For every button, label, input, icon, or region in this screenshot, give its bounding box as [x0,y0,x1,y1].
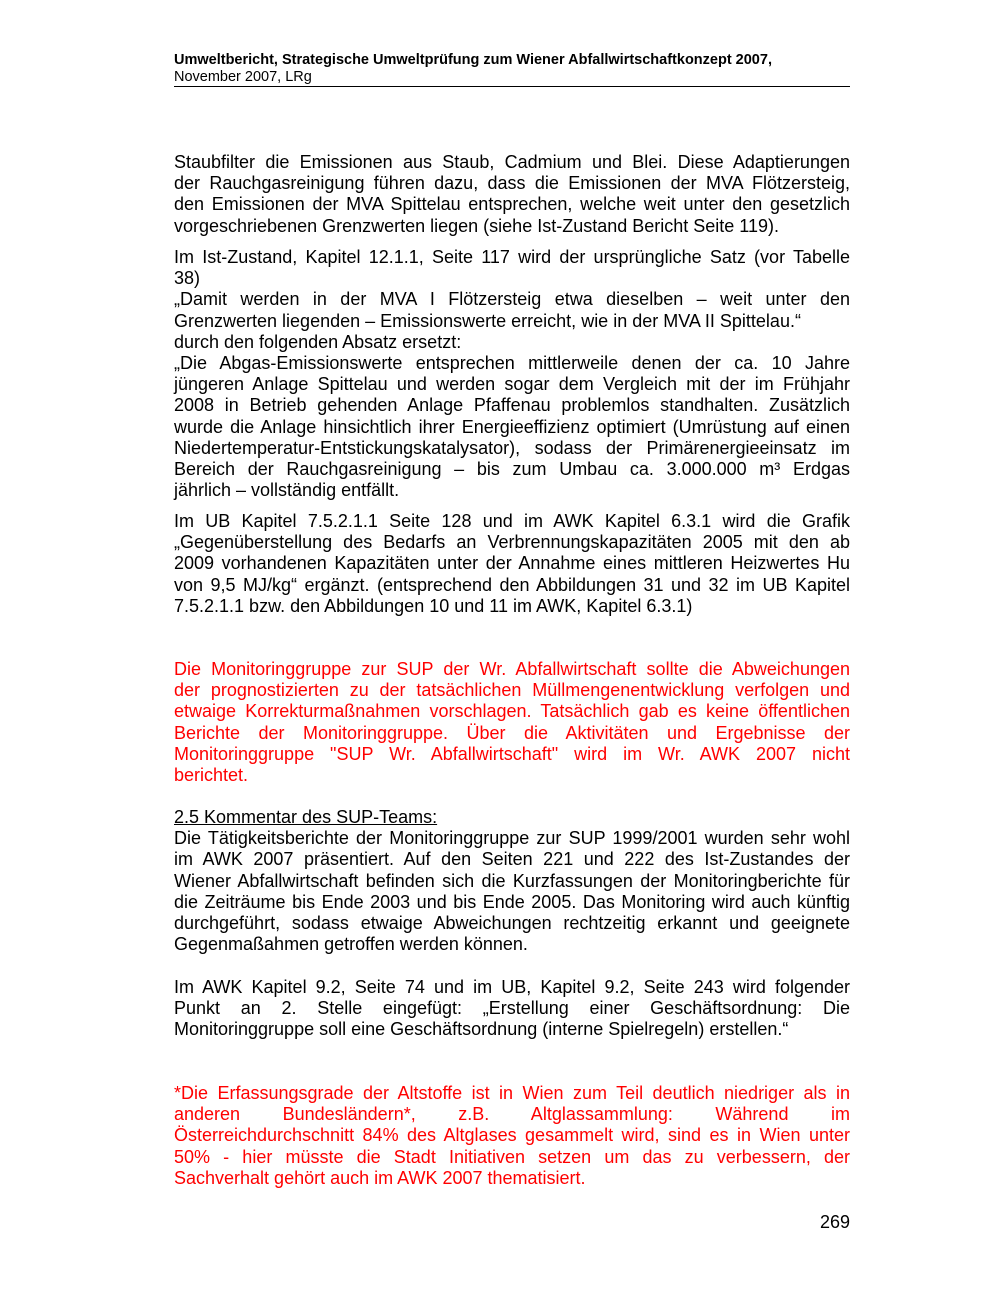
paragraph-1 [174,152,850,237]
text-line: Niedertemperatur-Entstickungskatalysator), sodass der Primärenergieeinsatz im [174,437,850,458]
text-line: die Zeiträume bis Ende 2003 und bis Ende 2005. Das Monitoring wird auch künftig [174,891,850,912]
text-line: Staubfilter die Emissionen aus Staub, Cadmium und Blei. Diese Adaptierungen [174,152,850,172]
paragraph-2 [174,247,850,501]
text-line: der Rauchgasreinigung führen dazu, dass die Emissionen der MVA Flötzersteig, [174,173,850,194]
text-line: Im UB Kapitel 7.5.2.1.1 Seite 128 und im AWK Kapitel 6.3.1 wird die Grafik [174,511,850,531]
text-line: jährlich – vollständig entfällt. [174,480,400,501]
text-line: der prognostizierten zu der tatsächlichen Müllmengenentwicklung verfolgen und [174,680,850,701]
text-line: Berichte der Monitoringgruppe. Über die Aktivitäten und Ergebnisse der [174,722,850,743]
text-line: Die Monitoringgruppe zur SUP der Wr. Abfallwirtschaft sollte die Abweichungen [174,659,850,679]
paragraph-red-monitoring [174,659,850,786]
text-line: „Gegenüberstellung des Bedarfs an Verbrennungskapazitäten 2005 mit den ab [174,532,850,553]
text-line: Die Tätigkeitsberichte der Monitoringgruppe zur SUP 1999/2001 wurden sehr wohl [174,828,850,849]
section-2-5 [174,807,850,955]
text-line: 38) [174,268,201,289]
text-line: Im AWK Kapitel 9.2, Seite 74 und im UB, Kapitel 9.2, Seite 243 wird folgender [174,977,850,997]
text-line: Punkt an 2. Stelle eingefügt: „Erstellung einer Geschäftsordnung: Die [174,998,850,1019]
text-line: Österreichdurchschnitt 84% des Altglases gesammelt wird, sind es in Wien unter [174,1125,850,1146]
text-line: Monitoringgruppe "SUP Wr. Abfallwirtschaft" wird im Wr. AWK 2007 nicht [174,743,850,764]
text-line: anderen Bundesländern*, z.B. Altglassammlung: Während im [174,1104,850,1125]
paragraph-6 [174,977,850,1041]
text-line: durchgeführt, sodass etwaige Abweichungen rechtzeitig erkannt und geeignete [174,913,850,934]
text-line: 2009 vorhandenen Kapazitäten unter der Annahme eines mittleren Heizwertes Hu [174,553,850,574]
section-heading: 2.5 Kommentar des SUP-Teams: [174,807,438,827]
text-line: etwaige Korrekturmaßnahmen vorschlagen. Tatsächlich gab es keine öffentlichen [174,701,850,722]
text-line: „Damit werden in der MVA I Flötzersteig etwa dieselben – weit unter den [174,289,850,310]
paragraph-red-altstoffe [174,1083,850,1189]
header-divider [174,86,850,87]
text-line: 2008 in Betrieb gehenden Anlage Pfaffenau problemlos standhalten. Zusätzlich [174,395,850,416]
text-line: wurde die Anlage hinsichtlich ihrer Energieeffizienz optimiert (Umrüstung auf einen [174,416,850,437]
text-line: Wiener Abfallwirtschaft befinden sich die Kurzfassungen der Monitoringberichte für [174,870,850,891]
text-line: Gegenmaßahmen getroffen werden können. [174,934,528,955]
text-line: den Emissionen der MVA Spittelau entsprechen, welche weit unter den gesetzlich [174,194,850,215]
text-line: im AWK 2007 präsentiert. Auf den Seiten 221 und 222 des Ist-Zustandes der [174,849,850,870]
header-subtitle: November 2007, LRg [174,69,312,85]
text-line: *Die Erfassungsgrade der Altstoffe ist in Wien zum Teil deutlich niedriger als in [174,1083,850,1103]
text-line: vorgeschriebenen Grenzwerten liegen (siehe Ist-Zustand Bericht Seite 119). [174,215,779,236]
text-line: Im Ist-Zustand, Kapitel 12.1.1, Seite 117 wird der ursprüngliche Satz (vor Tabelle [174,247,850,267]
text-line: Sachverhalt gehört auch im AWK 2007 thematisiert. [174,1167,586,1188]
text-line: Grenzwerten liegenden – Emissionswerte erreicht, wie in der MVA II Spittelau.“ [174,310,801,331]
text-line: durch den folgenden Absatz ersetzt: [174,331,462,352]
page-header [174,52,850,86]
text-line: „Die Abgas-Emissionswerte entsprechen mittlerweile denen der ca. 10 Jahre [174,353,850,374]
header-title: Umweltbericht, Strategische Umweltprüfung zum Wiener Abfallwirtschaftkonzept 2007, [174,52,772,68]
page-number: 269 [819,1212,850,1232]
paragraph-3 [174,511,850,617]
text-line: 7.5.2.1.1 bzw. den Abbildungen 10 und 11 im AWK, Kapitel 6.3.1) [174,595,693,616]
text-line: berichtet. [174,765,249,786]
text-line: Monitoringgruppe soll eine Geschäftsordnung (interne Spielregeln) erstellen.“ [174,1019,789,1040]
text-line: 50% - hier müsste die Stadt Initiativen setzen um das zu verbessern, der [174,1146,850,1167]
text-line: Bereich der Rauchgasreinigung – bis zum Umbau ca. 3.000.000 m³ Erdgas [174,459,850,480]
text-line: von 9,5 MJ/kg“ ergänzt. (entsprechend den Abbildungen 31 und 32 im UB Kapitel [174,574,850,595]
text-line: jüngeren Anlage Spittelau und werden sogar dem Vergleich mit der im Frühjahr [174,374,850,395]
